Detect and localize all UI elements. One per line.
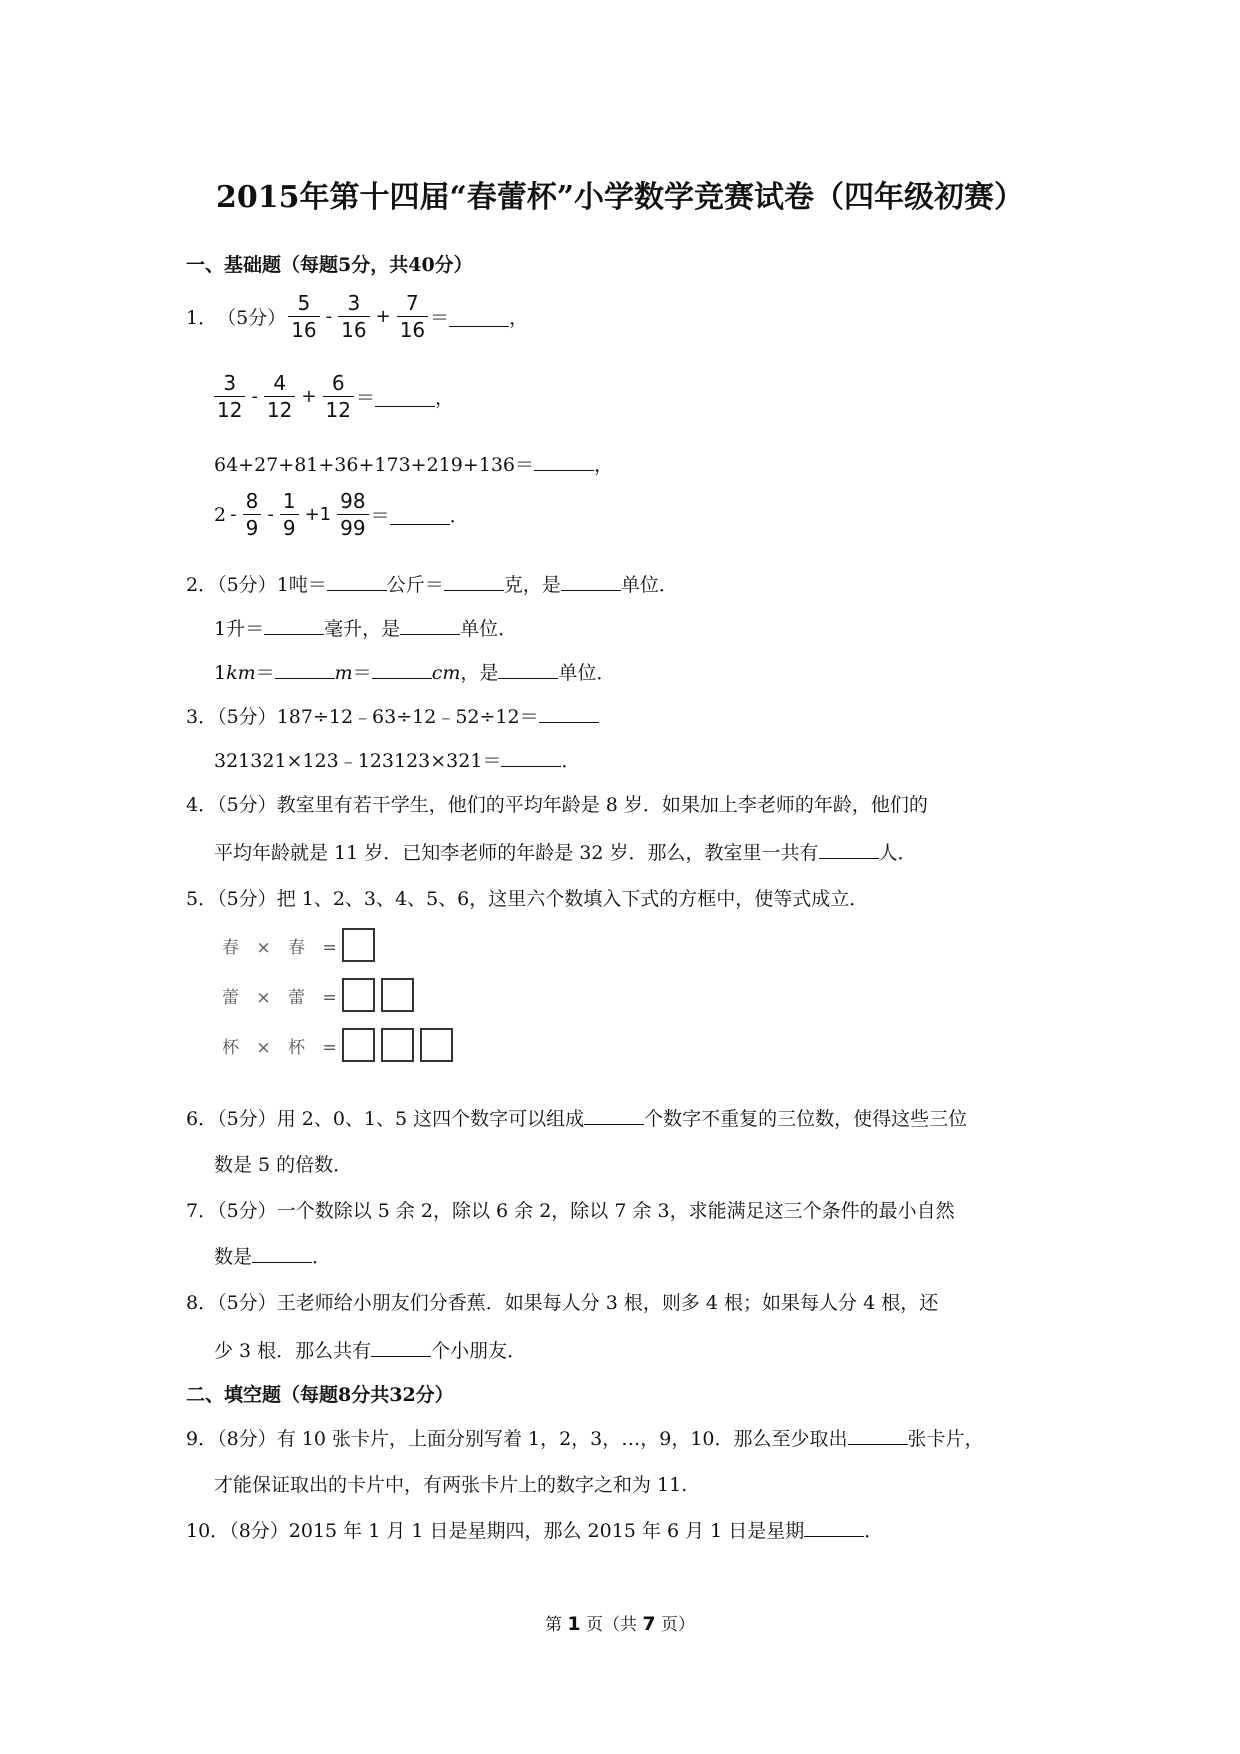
- section-heading-fill: 二、填空题（每题8分共32分）: [186, 1384, 454, 1406]
- page-footer: [0, 1610, 1240, 1635]
- answer-box[interactable]: [342, 978, 375, 1012]
- question-1-line-2: [212, 370, 454, 423]
- question-4-line-2: [214, 838, 917, 865]
- text: 单位．: [460, 618, 518, 640]
- text: 毫升，是: [324, 618, 401, 640]
- text: 公斤＝: [386, 574, 444, 596]
- page-number: 1: [567, 1613, 581, 1635]
- text: 个小朋友．: [431, 1340, 527, 1362]
- fraction: $\frac{6}{12}$: [323, 370, 354, 423]
- unit: cm: [431, 662, 461, 684]
- answer-blank[interactable]: [539, 702, 599, 723]
- question-3-line-1: [186, 702, 599, 729]
- box-row-1: [222, 928, 381, 962]
- fraction: $\frac{4}{12}$: [264, 370, 295, 423]
- question-score: （5分）: [217, 1292, 277, 1314]
- text: ＝: [352, 662, 372, 684]
- answer-blank[interactable]: [375, 386, 435, 407]
- text: 2015 年 1 月 1 日是星期四，那么 2015 年 6 月 1 日是星期: [288, 1520, 805, 1542]
- text: 人．: [878, 842, 917, 864]
- answer-box[interactable]: [381, 978, 414, 1012]
- question-8-line-1: [186, 1288, 938, 1315]
- question-score: （5分）: [217, 888, 277, 910]
- operator: -: [251, 386, 258, 407]
- punctuation: ，: [434, 387, 454, 409]
- answer-box[interactable]: [342, 1028, 375, 1062]
- question-9-line-1: [186, 1424, 984, 1451]
- section-heading-basic: 一、基础题（每题5分，共40分）: [186, 254, 473, 276]
- text: 单位．: [620, 574, 678, 596]
- text: 张卡片，: [907, 1428, 984, 1450]
- fraction: $\frac{3}{16}$: [338, 290, 369, 343]
- question-number: 7．: [186, 1200, 218, 1222]
- question-score: （5分）: [217, 307, 287, 329]
- answer-blank[interactable]: [371, 1336, 431, 1357]
- answer-blank[interactable]: [252, 1242, 312, 1263]
- answer-blank[interactable]: [561, 570, 621, 591]
- question-score: （8分）: [229, 1520, 289, 1542]
- footer-text: 页（共: [586, 1615, 637, 1635]
- question-number: 5．: [186, 888, 218, 910]
- text: ，是: [460, 662, 499, 684]
- question-score: （5分）: [217, 794, 277, 816]
- fraction: $\frac{5}{16}$: [288, 290, 319, 343]
- expression: 321321×123﹣123123×321＝: [214, 750, 502, 772]
- fraction: $\frac{3}{12}$: [214, 370, 245, 423]
- answer-blank[interactable]: [804, 1516, 864, 1537]
- footer-text: 第: [544, 1615, 562, 1635]
- text: 数是: [214, 1246, 253, 1268]
- text: 单位．: [558, 662, 616, 684]
- text: 一个数除以 5 余 2，除以 6 余 2，除以 7 余 3，求能满足这三个条件的最小自然: [276, 1200, 955, 1222]
- box-row-label: 蕾 × 蕾 =: [222, 987, 343, 1008]
- question-3-line-2: [214, 746, 580, 773]
- question-number: 1．: [186, 307, 218, 329]
- box-row-2: [222, 978, 420, 1012]
- question-1-line-4: [214, 488, 469, 541]
- fraction: $\frac{8}{9}$: [243, 488, 262, 541]
- text: ．: [864, 1520, 884, 1542]
- operator: -: [230, 504, 237, 525]
- answer-blank[interactable]: [444, 570, 504, 591]
- unit: m: [334, 662, 353, 684]
- unit: km: [226, 662, 256, 684]
- text: 把 1、2、3、4、5、6，这里六个数填入下式的方框中，使等式成立．: [276, 888, 869, 910]
- answer-blank[interactable]: [400, 614, 460, 635]
- fraction: $\frac{7}{16}$: [397, 290, 428, 343]
- text: ．: [312, 1246, 332, 1268]
- text: 1: [214, 662, 227, 684]
- punctuation: ，: [594, 454, 614, 476]
- question-6-line-2: 数是 5 的倍数．: [214, 1154, 353, 1176]
- text: 教室里有若干学生，他们的平均年龄是 8 岁．如果加上李老师的年龄，他们的: [276, 794, 928, 816]
- text: 个数字不重复的三位数，使得这些三位: [644, 1108, 968, 1130]
- question-number: 9．: [186, 1428, 218, 1450]
- text: 用 2、0、1、5 这四个数字可以组成: [276, 1108, 585, 1130]
- box-row-label: 春 × 春 =: [222, 937, 343, 958]
- equals-sign: ＝: [430, 307, 450, 329]
- answer-blank[interactable]: [498, 658, 558, 679]
- text: 王老师给小朋友们分香蕉．如果每人分 3 根，则多 4 根；如果每人分 4 根，还: [276, 1292, 939, 1314]
- question-score: （5分）: [217, 1200, 277, 1222]
- text: 少 3 根．那么共有: [214, 1340, 372, 1362]
- answer-box[interactable]: [381, 1028, 414, 1062]
- equals-sign: ＝: [370, 505, 390, 527]
- question-score: （5分）: [217, 574, 277, 596]
- answer-blank[interactable]: [501, 746, 561, 767]
- question-number: 8．: [186, 1292, 218, 1314]
- text: 1吨＝: [276, 574, 327, 596]
- question-6-line-1: [186, 1104, 967, 1131]
- question-1-line-3: [214, 450, 613, 477]
- question-number: 2．: [186, 574, 218, 596]
- text: 1升＝: [214, 618, 265, 640]
- question-4-line-1: [186, 790, 928, 817]
- answer-box[interactable]: [420, 1028, 453, 1062]
- answer-blank[interactable]: [449, 306, 509, 327]
- operator: +: [301, 386, 317, 407]
- fraction: $\frac{1}{9}$: [280, 488, 299, 541]
- operator: +1: [304, 504, 332, 525]
- answer-box[interactable]: [342, 928, 375, 962]
- operator: +: [375, 306, 391, 327]
- text: 有 10 张卡片，上面分别写着 1，2，3，…，9，10．那么至少取出: [276, 1428, 848, 1450]
- expression: 64+27+81+36+173+219+136＝: [214, 454, 535, 476]
- operator: -: [325, 306, 333, 327]
- question-number: 10．: [186, 1520, 230, 1542]
- answer-blank[interactable]: [848, 1424, 908, 1445]
- punctuation: ．: [449, 505, 469, 527]
- answer-blank[interactable]: [275, 658, 335, 679]
- equals-sign: ＝: [355, 387, 375, 409]
- box-row-3: [222, 1028, 459, 1062]
- question-7-line-2: [214, 1242, 331, 1269]
- answer-blank[interactable]: [327, 570, 387, 591]
- text: 克，是: [503, 574, 561, 596]
- question-10-line-1: [186, 1516, 883, 1543]
- question-9-line-2: 才能保证取出的卡片中，有两张卡片上的数字之和为 11.: [214, 1474, 688, 1496]
- fraction: $\frac{98}{99}$: [337, 488, 368, 541]
- punctuation: ．: [561, 750, 581, 772]
- answer-blank[interactable]: [390, 504, 450, 525]
- question-7-line-1: [186, 1196, 955, 1223]
- question-2-line-2: [214, 614, 517, 641]
- answer-blank[interactable]: [819, 838, 879, 859]
- question-number: 3．: [186, 706, 218, 728]
- question-2-line-3: [214, 658, 615, 685]
- footer-text: 页）: [661, 1615, 696, 1635]
- page-title: 2015年第十四届“春蕾杯”小学数学竞赛试卷（四年级初赛）: [215, 180, 1024, 215]
- text: ＝: [255, 662, 275, 684]
- punctuation: ，: [509, 307, 529, 329]
- question-number: 4．: [186, 794, 218, 816]
- text: 平均年龄就是 11 岁．已知李老师的年龄是 32 岁．那么，教室里一共有: [214, 842, 819, 864]
- question-2-line-1: [186, 570, 678, 597]
- question-number: 6．: [186, 1108, 218, 1130]
- operator: -: [267, 504, 274, 525]
- number: 2: [214, 503, 227, 526]
- question-score: （8分）: [217, 1428, 277, 1450]
- answer-blank[interactable]: [584, 1104, 644, 1125]
- page-total: 7: [642, 1613, 656, 1635]
- expression: 187÷12﹣63÷12﹣52÷12＝: [276, 706, 539, 728]
- question-8-line-2: [214, 1336, 526, 1363]
- question-score: （5分）: [217, 1108, 277, 1130]
- answer-blank[interactable]: [534, 450, 594, 471]
- answer-blank[interactable]: [264, 614, 324, 635]
- question-score: （5分）: [217, 706, 277, 728]
- question-5-text: [186, 884, 868, 911]
- box-row-label: 杯 × 杯 =: [222, 1037, 343, 1058]
- answer-blank[interactable]: [372, 658, 432, 679]
- question-1-line-1: [186, 290, 528, 343]
